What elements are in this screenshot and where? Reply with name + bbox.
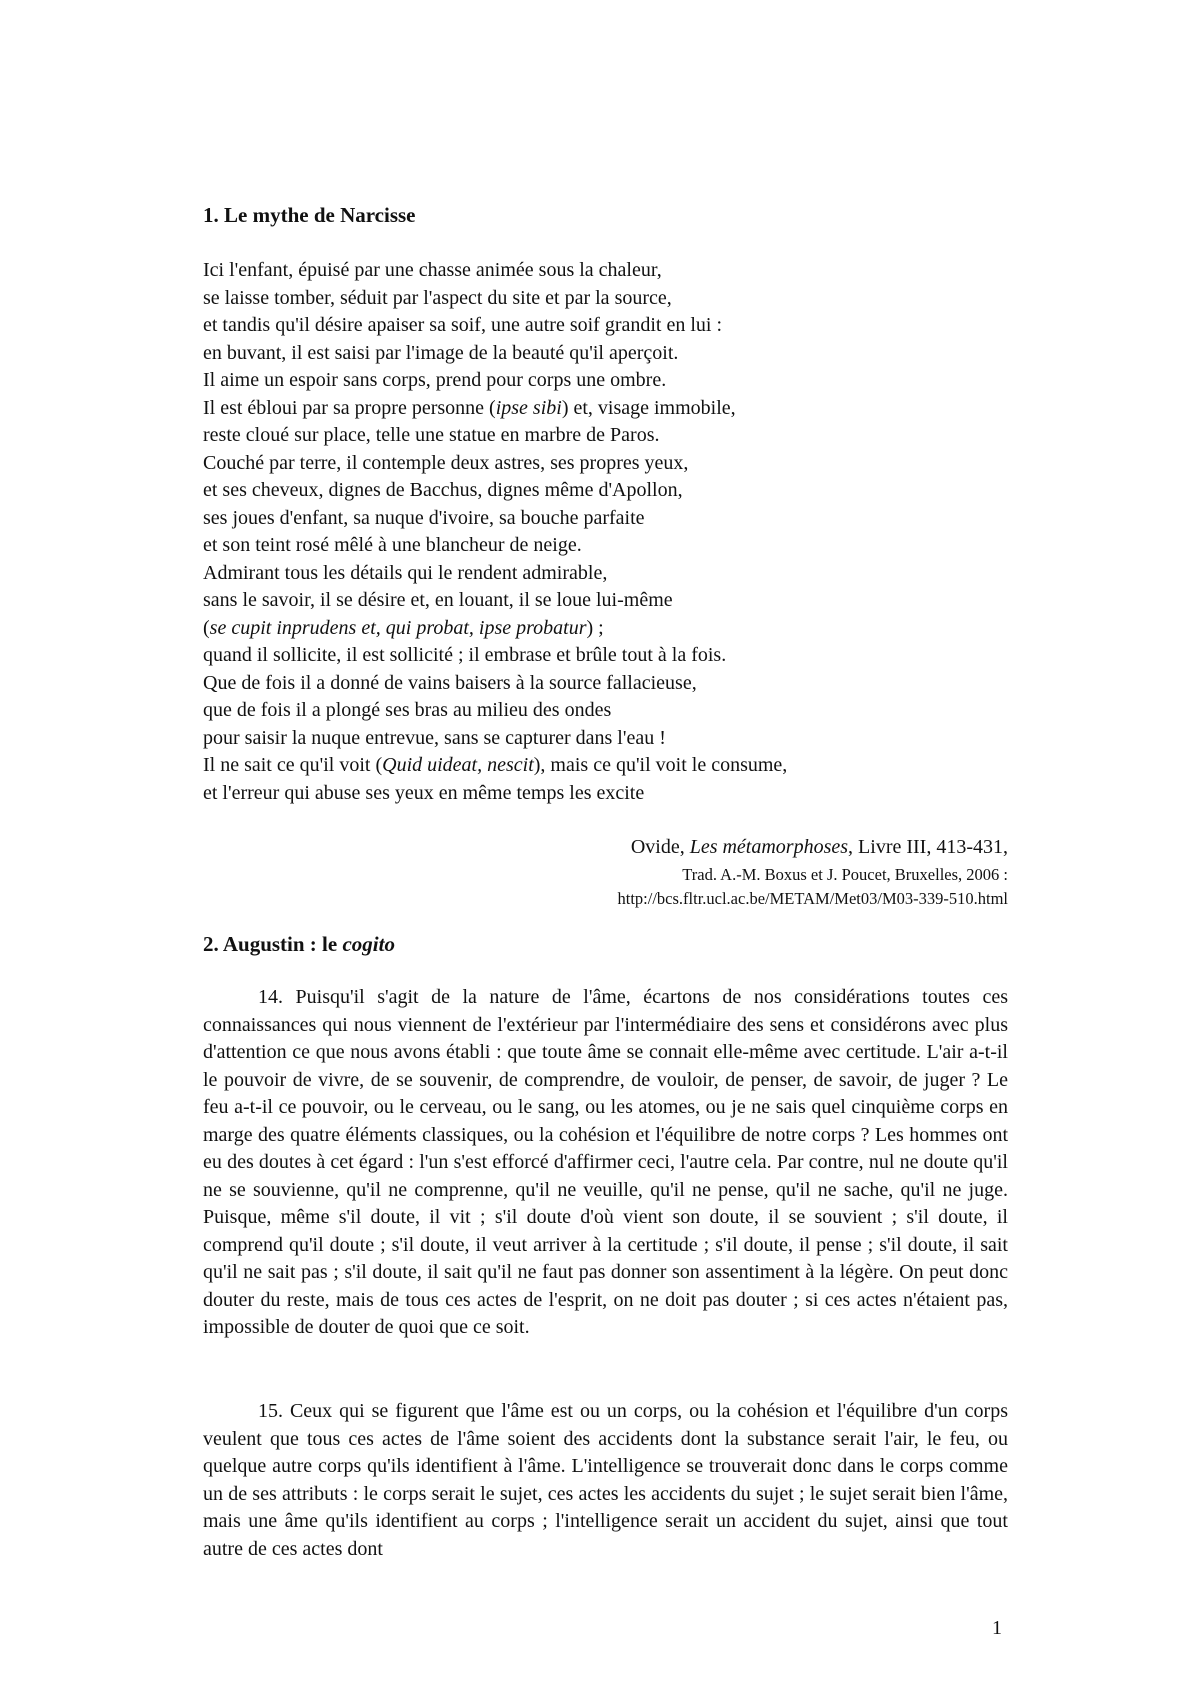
poem-line: Que de fois il a donné de vains baisers à la source fallacieuse, xyxy=(203,671,697,694)
poem-line: (se cupit inprudens et, qui probat, ipse probatur) ; xyxy=(203,616,604,639)
heading-number: 2. xyxy=(203,932,219,956)
heading-text: Augustin : le xyxy=(222,932,343,956)
poem-line: Couché par terre, il contemple deux astres, ses propres yeux, xyxy=(203,451,689,474)
latin-quote: ipse sibi xyxy=(495,396,562,419)
citation-work-title: Les métamorphoses xyxy=(689,836,849,858)
poem-line: Il est ébloui par sa propre personne (ipse sibi) et, visage immobile, xyxy=(203,396,736,419)
latin-quote: se cupit inprudens et, qui probat, ipse probatur xyxy=(209,616,587,639)
poem-line: ses joues d'enfant, sa nuque d'ivoire, sa bouche parfaite xyxy=(203,506,645,529)
heading-italic: cogito xyxy=(342,932,395,956)
paragraph-14: 14. Puisqu'il s'agit de la nature de l'âme, écartons de nos considérations toutes ces connaissances qui nous viennent de l'extérieur par l'intermédiaire des sens et considérons avec plus d'attention ce que nous avons établi : que toute âme se connait elle-même avec certitude. L'air a-t-il le pouvoir de vivre, de se souvenir, de comprendre, de vouloir, de penser, de savoir, de juger ? Le feu a-t-il ce pouvoir, ou le cerveau, ou le sang, ou les atomes, ou je ne sais quel cinquième corps en marge des quatre éléments classiques, ou la cohésion et l'équilibre de notre corps ? Les hommes ont eu des doutes à cet égard : l'un s'est efforcé d'affirmer ceci, l'autre cela. Par contre, nul ne doute qu'il ne se souvienne, qu'il ne comprenne, qu'il ne veuille, qu'il ne pense, qu'il ne sache, qu'il ne juge. Puisque, même s'il doute, il vit ; s'il doute d'où vient son doute, il se souvient ; s'il doute, il comprend qu'il doute ; s'il doute, il veut arriver à la certitude ; s'il doute, il pense ; s'il doute, il sait qu'il ne sait pas ; s'il doute, il sait qu'il ne faut pas donner son assentiment à la légère. On peut donc douter du reste, mais de tous ces actes de l'esprit, on ne doit pas douter ; si ces actes n'étaient pas, impossible de douter de quoi que ce soit. xyxy=(203,986,1008,1338)
poem-line: se laisse tomber, séduit par l'aspect du site et par la source, xyxy=(203,286,672,309)
poem-line: et tandis qu'il désire apaiser sa soif, une autre soif grandit en lui : xyxy=(203,314,723,336)
poem-line: sans le savoir, il se désire et, en louant, il se loue lui-même xyxy=(203,589,673,611)
ovid-poem xyxy=(203,257,1003,807)
poem-line: pour saisir la nuque entrevue, sans se capturer dans l'eau ! xyxy=(203,726,666,749)
poem-line: et ses cheveux, dignes de Bacchus, dignes même d'Apollon, xyxy=(203,479,683,501)
poem-line: que de fois il a plongé ses bras au milieu des ondes xyxy=(203,699,612,721)
paragraph-15: 15. Ceux qui se figurent que l'âme est ou un corps, ou la cohésion et l'équilibre d'un corps veulent que tous ces actes de l'âme soient des accidents dont la substance serait l'air, le feu, ou quelque autre corps qu'ils identifient à l'âme. L'intelligence se trouverait donc dans le corps comme un de ses attributs : le corps serait le sujet, ces actes les accidents du sujet ; le sujet serait bien l'âme, mais une âme qu'ils identifient au corps ; l'intelligence serait un accident du sujet, ainsi que tout autre de ces actes dont xyxy=(203,1400,1008,1560)
section-heading-narcisse xyxy=(203,202,416,228)
latin-quote: Quid uideat, nescit xyxy=(382,754,534,776)
poem-line: en buvant, il est saisi par l'image de la beauté qu'il aperçoit. xyxy=(203,341,679,364)
heading-number: 1. xyxy=(203,203,219,227)
poem-line: quand il sollicite, il est sollicité ; il embrase et brûle tout à la fois. xyxy=(203,644,727,666)
poem-line: et son teint rosé mêlé à une blancheur de neige. xyxy=(203,534,582,556)
poem-line: reste cloué sur place, telle une statue en marbre de Paros. xyxy=(203,424,660,446)
section-heading-augustin xyxy=(203,931,395,957)
citation-source: Ovide, Les métamorphoses, Livre III, 413-431, xyxy=(630,836,1008,858)
poem-line: et l'erreur qui abuse ses yeux en même temps les excite xyxy=(203,781,645,804)
heading-text: Le mythe de Narcisse xyxy=(224,203,416,227)
poem-line: Admirant tous les détails qui le rendent admirable, xyxy=(203,561,608,584)
citation-url: http://bcs.fltr.ucl.ac.be/METAM/Met03/M03-339-510.html xyxy=(617,889,1008,908)
poem-line: Ici l'enfant, épuisé par une chasse animée sous la chaleur, xyxy=(203,259,662,281)
poem-line: Il ne sait ce qu'il voit (Quid uideat, nescit), mais ce qu'il voit le consume, xyxy=(203,754,788,776)
page-number: 1 xyxy=(992,1617,1002,1639)
citation-translation: Trad. A.-M. Boxus et J. Poucet, Bruxelles, 2006 : xyxy=(682,865,1008,884)
poem-line: Il aime un espoir sans corps, prend pour corps une ombre. xyxy=(203,369,667,391)
